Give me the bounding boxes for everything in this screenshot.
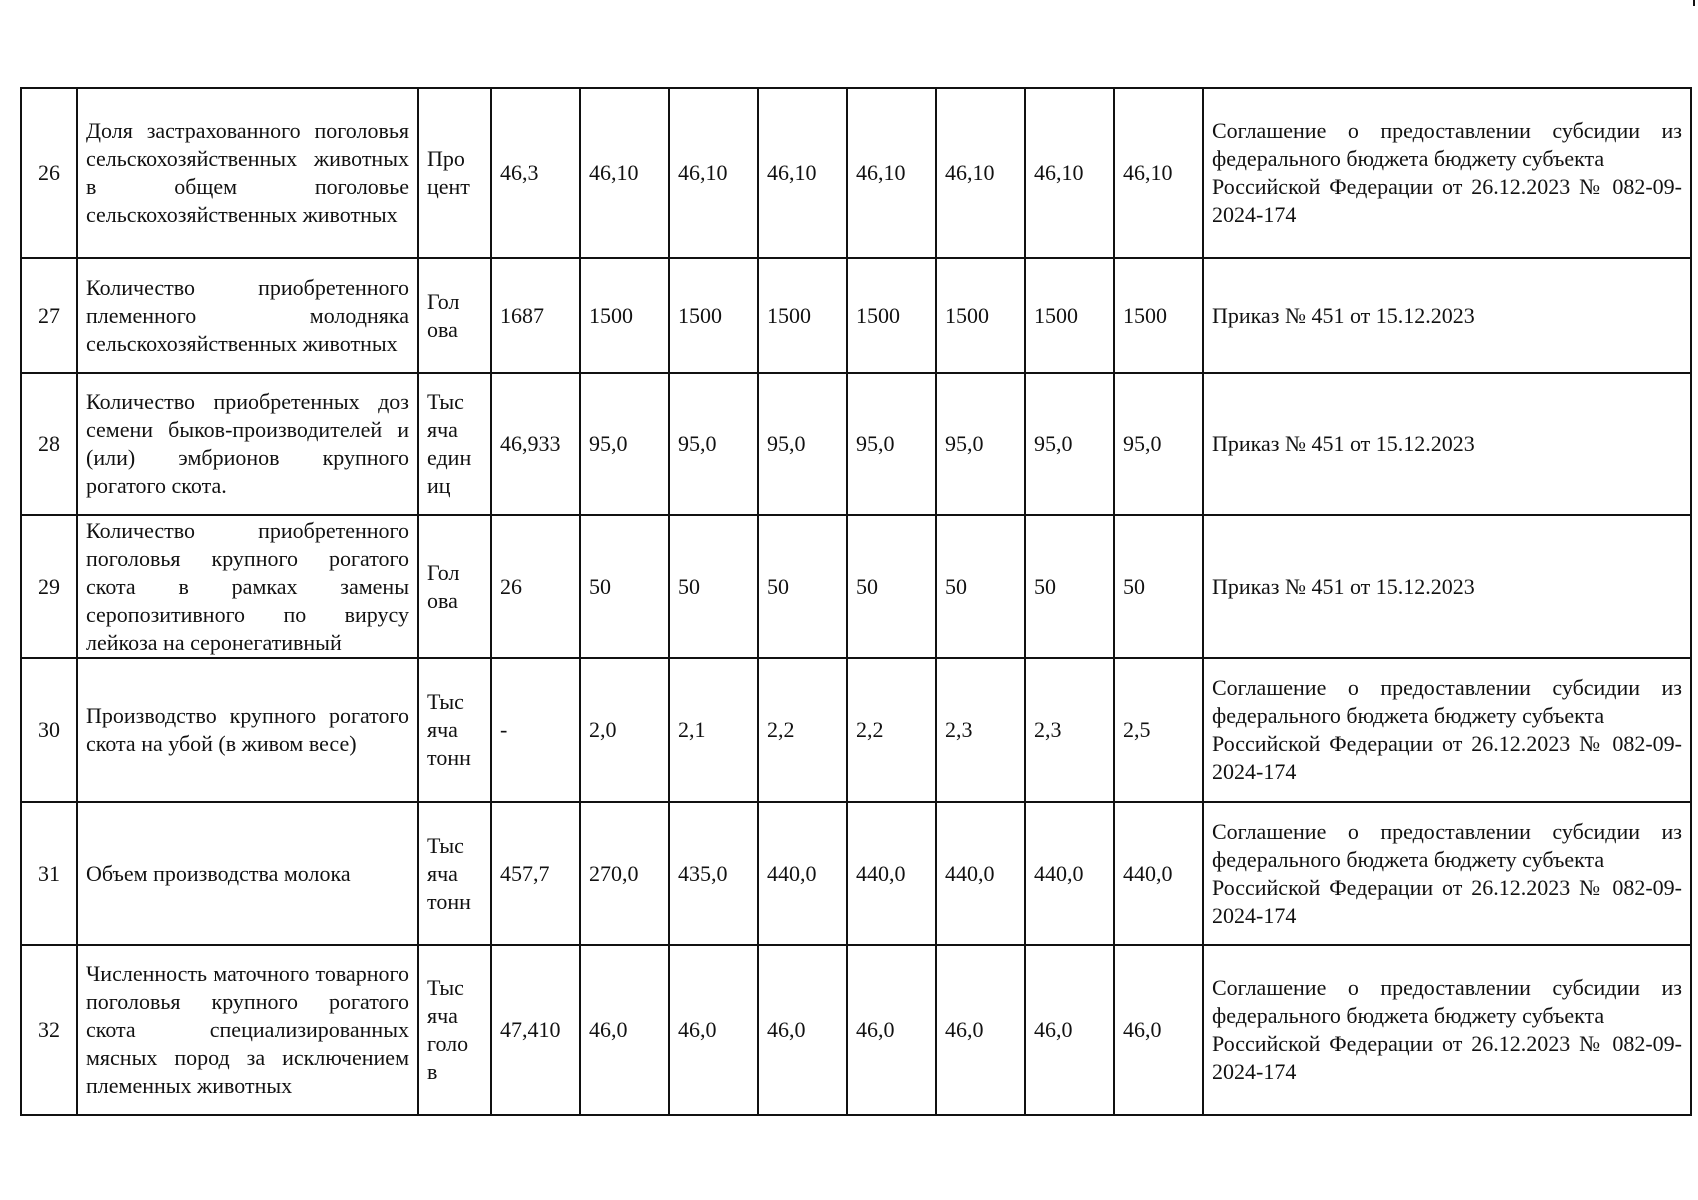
source-text: Приказ № 451 от 15.12.2023: [1212, 431, 1475, 456]
table-row: [21, 258, 1691, 373]
table-row: [21, 802, 1691, 945]
indicator-value: 435,0: [669, 802, 758, 945]
indicator-value: 2,3: [936, 658, 1025, 802]
indicator-value: 95,0: [580, 373, 669, 515]
indicator-name: Количество приобретенного племенного молодняка сельскохозяйственных животных: [77, 258, 418, 373]
indicator-value: 95,0: [758, 373, 847, 515]
indicator-value: 1500: [1114, 258, 1203, 373]
indicator-value: 457,7: [491, 802, 580, 945]
indicator-value: 440,0: [847, 802, 936, 945]
indicator-value: 440,0: [936, 802, 1025, 945]
indicator-value: 50: [1114, 515, 1203, 658]
indicator-value: 46,10: [580, 88, 669, 258]
indicator-value: 270,0: [580, 802, 669, 945]
indicator-value: 50: [847, 515, 936, 658]
indicator-name: Доля застрахованного поголовья сельскохозяйственных животных в общем поголовье сельскохозяйственных животных: [77, 88, 418, 258]
indicator-value: 2,2: [758, 658, 847, 802]
indicator-value: 95,0: [847, 373, 936, 515]
indicator-value: 46,0: [669, 945, 758, 1115]
source-text: Приказ № 451 от 15.12.2023: [1212, 573, 1475, 599]
source-document: [1203, 88, 1691, 258]
indicator-value: 1500: [669, 258, 758, 373]
row-number: 29: [21, 515, 77, 658]
indicator-value: 46,3: [491, 88, 580, 258]
indicator-value: 95,0: [669, 373, 758, 515]
row-number: 28: [21, 373, 77, 515]
unit-of-measure: Гол ова: [418, 258, 491, 373]
indicator-value: 47,410: [491, 945, 580, 1115]
indicator-value: 2,2: [847, 658, 936, 802]
indicator-value: 46,0: [758, 945, 847, 1115]
indicators-table: [20, 87, 1692, 1116]
source-text: Приказ № 451 от 15.12.2023: [1212, 302, 1475, 328]
source-document: [1203, 802, 1691, 945]
indicator-value: 1500: [580, 258, 669, 373]
source-text: Соглашение о предоставлении субсидии из федерального бюджета бюджету субъекта Российской Федерации от 26.12.2023 № 082-09-2024-174: [1212, 975, 1682, 1084]
indicator-value: 26: [491, 515, 580, 658]
indicator-value: 2,3: [1025, 658, 1114, 802]
unit-of-measure: Тыс яча тонн: [418, 802, 491, 945]
row-number: 31: [21, 802, 77, 945]
row-number: 32: [21, 945, 77, 1115]
indicator-value: 1500: [847, 258, 936, 373]
indicator-value: 1500: [936, 258, 1025, 373]
source-document: [1203, 258, 1691, 373]
table-row: [21, 88, 1691, 258]
indicator-value: 50: [669, 515, 758, 658]
indicator-value: 46,10: [669, 88, 758, 258]
indicator-value: 46,10: [1025, 88, 1114, 258]
indicator-value: 440,0: [1114, 802, 1203, 945]
table-row: [21, 515, 1691, 658]
table-body: [21, 88, 1691, 1115]
page-corner-mark: [1693, 0, 1695, 6]
indicator-value: 46,0: [1114, 945, 1203, 1115]
source-text: Соглашение о предоставлении субсидии из федерального бюджета бюджету субъекта Российской Федерации от 26.12.2023 № 082-09-2024-174: [1212, 118, 1682, 227]
indicator-value: 50: [758, 515, 847, 658]
indicator-value: 1687: [491, 258, 580, 373]
source-text: Соглашение о предоставлении субсидии из федерального бюджета бюджету субъекта Российской Федерации от 26.12.2023 № 082-09-2024-174: [1212, 818, 1682, 928]
indicator-value: -: [491, 658, 580, 802]
indicator-name: Объем производства молока: [77, 802, 418, 945]
indicator-value: 2,0: [580, 658, 669, 802]
indicator-value: 46,933: [491, 373, 580, 515]
indicator-value: 95,0: [1025, 373, 1114, 515]
source-text: Соглашение о предоставлении субсидии из федерального бюджета бюджету субъекта Российской Федерации от 26.12.2023 № 082-09-2024-174: [1212, 675, 1682, 784]
indicator-value: 95,0: [936, 373, 1025, 515]
indicator-value: 440,0: [1025, 802, 1114, 945]
indicator-value: 2,1: [669, 658, 758, 802]
source-document: [1203, 658, 1691, 802]
indicator-value: 46,10: [936, 88, 1025, 258]
source-document: [1203, 945, 1691, 1115]
indicator-value: 46,10: [1114, 88, 1203, 258]
unit-of-measure: Тыс яча един иц: [418, 373, 491, 515]
row-number: 30: [21, 658, 77, 802]
indicator-value: 50: [1025, 515, 1114, 658]
unit-of-measure: Тыс яча тонн: [418, 658, 491, 802]
indicator-name: Производство крупного рогатого скота на убой (в живом весе): [77, 658, 418, 802]
table-row: [21, 945, 1691, 1115]
indicator-name: Количество приобретенного поголовья крупного рогатого скота в рамках замены серопозитивного по вирусу лейкоза на серонегативный: [77, 515, 418, 658]
indicator-value: 46,0: [1025, 945, 1114, 1115]
indicator-name: Количество приобретенных доз семени быков-производителей и (или) эмбрионов крупного рогатого скота.: [77, 373, 418, 515]
indicator-value: 46,0: [580, 945, 669, 1115]
unit-of-measure: Про цент: [418, 88, 491, 258]
indicator-value: 1500: [758, 258, 847, 373]
row-number: 26: [21, 88, 77, 258]
unit-of-measure: Гол ова: [418, 515, 491, 658]
source-document: [1203, 373, 1691, 515]
indicator-value: 1500: [1025, 258, 1114, 373]
unit-of-measure: Тыс яча голо в: [418, 945, 491, 1115]
row-number: 27: [21, 258, 77, 373]
source-document: [1203, 515, 1691, 658]
indicator-value: 50: [580, 515, 669, 658]
indicator-value: 2,5: [1114, 658, 1203, 802]
indicator-value: 46,10: [847, 88, 936, 258]
table-row: [21, 658, 1691, 802]
indicator-value: 46,10: [758, 88, 847, 258]
indicator-value: 46,0: [936, 945, 1025, 1115]
indicator-name: Численность маточного товарного поголовья крупного рогатого скота специализированных мясных пород за исключением племенных животных: [77, 945, 418, 1115]
indicator-value: 46,0: [847, 945, 936, 1115]
indicator-value: 50: [936, 515, 1025, 658]
table-row: [21, 373, 1691, 515]
indicator-value: 95,0: [1114, 373, 1203, 515]
indicator-value: 440,0: [758, 802, 847, 945]
